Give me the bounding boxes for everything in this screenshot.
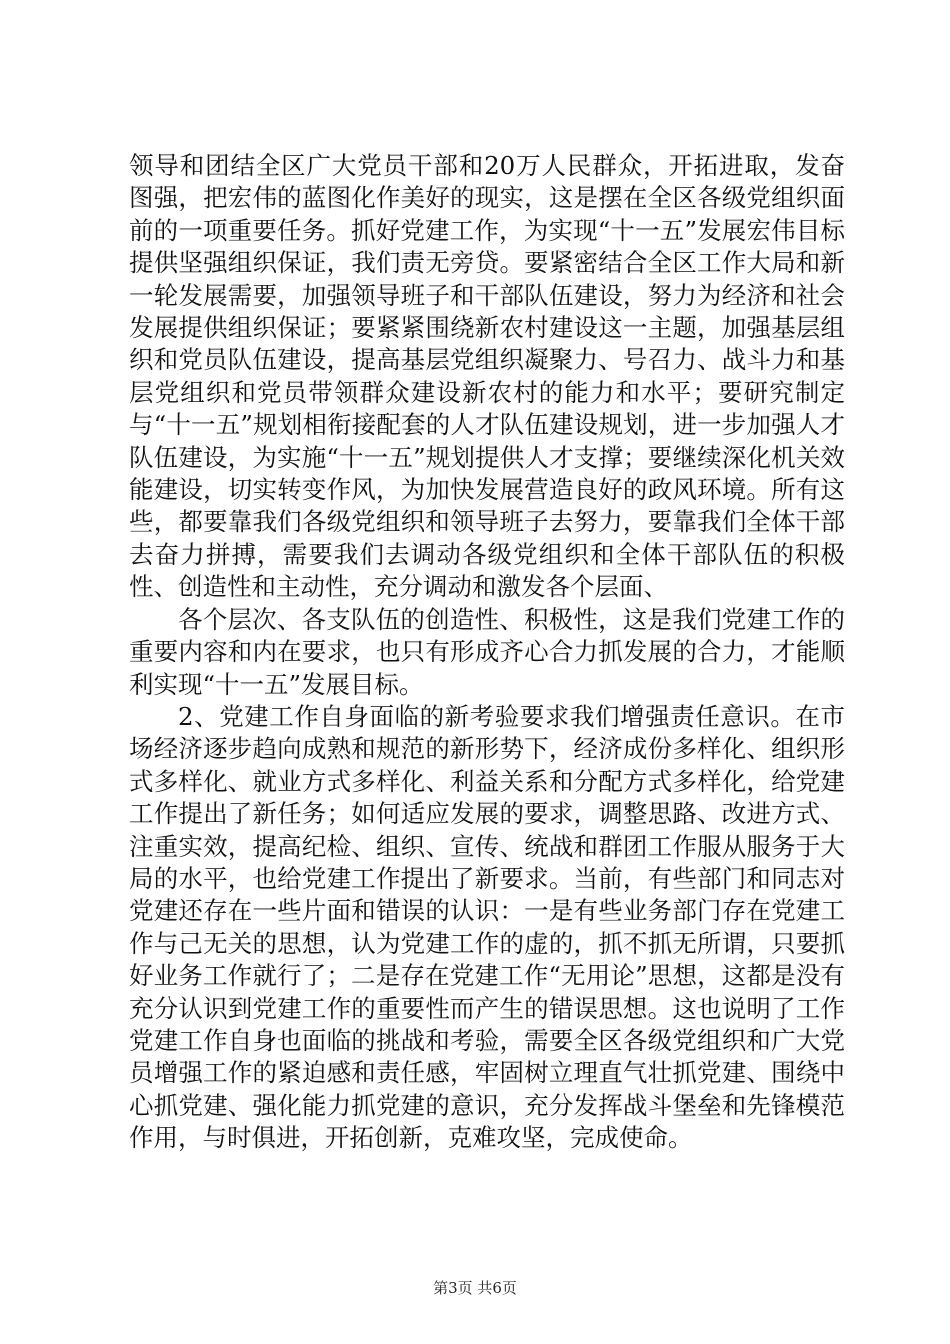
paragraph-2: 各个层次、各支队伍的创造性、积极性，这是我们党建工作的重要内容和内在要求，也只有形成齐心合力抓发展的合力，才能顺利实现“十一五”发展目标。 — [129, 604, 845, 699]
paragraph-3: 2、党建工作自身面临的新考验要求我们增强责任意识。在市场经济逐步趋向成熟和规范的新形势下，经济成份多样化、组织形式多样化、就业方式多样化、利益关系和分配方式多样化，给党建工作提出了新任务；如何适应发展的要求，调整思路、改进方式、注重实效，提高纪检、组织、宣传、统战和群团工作服从服务于大局的水平，也给党建工作提出了新要求。当前，有些部门和同志对党建还存在一些片面和错误的认识：一是有些业务部门存在党建工作与己无关的思想，认为党建工作的虚的，抓不抓无所谓，只要抓好业务工作就行了；二是存在党建工作“无用论”思想，这都是没有充分认识到党建工作的重要性而产生的错误思想。这也说明了工作党建工作自身也面临的挑战和考验，需要全区各级党组织和广大党员增强工作的紧迫感和责任感，牢固树立理直气壮抓党建、围绕中心抓党建、强化能力抓党建的意识，充分发挥战斗堡垒和先锋模范作用，与时俱进，开拓创新，克难攻坚，完成使命。 — [129, 701, 845, 1153]
paragraph-1: 领导和团结全区广大党员干部和20万人民群众，开拓进取，发奋图强，把宏伟的蓝图化作美好的现实，这是摆在全区各级党组织面前的一项重要任务。抓好党建工作，为实现“十一五”发展宏伟目标提供坚强组织保证，我们责无旁贷。要紧密结合全区工作大局和新一轮发展需要，加强领导班子和干部队伍建设，努力为经济和社会发展提供组织保证；要紧紧围绕新农村建设这一主题，加强基层组织和党员队伍建设，提高基层党组织凝聚力、号召力、战斗力和基层党组织和党员带领群众建设新农村的能力和水平；要研究制定与“十一五”规划相衔接配套的人才队伍建设规划，进一步加强人才队伍建设，为实施“十一五”规划提供人才支撑；要继续深化机关效能建设，切实转变作风，为加快发展营造良好的政风环境。所有这些，都要靠我们各级党组织和领导班子去努力，要靠我们全体干部去奋力拼搏，需要我们去调动各级党组织和全体干部队伍的积极性、创造性和主动性，充分调动和激发各个层面、 — [129, 151, 845, 602]
page-footer — [0, 1278, 950, 1298]
page-number: 第3页 共6页 — [433, 1279, 517, 1297]
body-text — [129, 150, 845, 1155]
